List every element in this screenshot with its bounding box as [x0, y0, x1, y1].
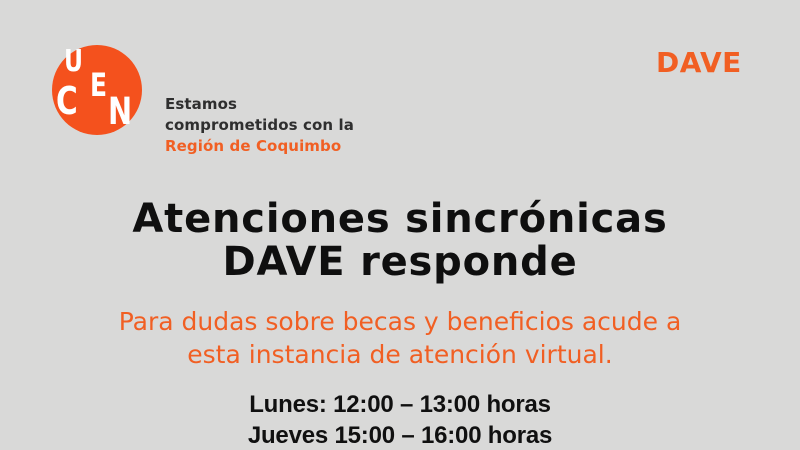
logo-letter-c: C: [56, 79, 78, 123]
page-title: [0, 198, 800, 284]
logo-letter-u: U: [64, 44, 84, 79]
schedule-line-monday: Lunes: 12:00 – 13:00 horas: [249, 391, 551, 418]
tagline-region: Región de Coquimbo: [165, 137, 342, 155]
schedule-line-thursday: Jueves 15:00 – 16:00 horas: [247, 422, 553, 449]
tagline-line-2: comprometidos con la: [165, 116, 354, 134]
logo-letter-e: E: [90, 66, 108, 104]
tagline-line-1: Estamos: [165, 95, 238, 113]
logo-letter-n: N: [108, 90, 133, 133]
page-title-line-2: DAVE responde: [222, 239, 578, 285]
subtitle: [0, 305, 800, 371]
dave-wordmark: DAVE: [656, 46, 742, 79]
subtitle-line-2: esta instancia de atención virtual.: [187, 340, 613, 369]
tagline: [165, 94, 354, 157]
schedule: [0, 389, 800, 450]
ucen-logo-icon: [52, 45, 142, 135]
subtitle-line-1: Para dudas sobre becas y beneficios acude a: [118, 307, 682, 336]
page-title-line-1: Atenciones sincrónicas: [132, 196, 668, 242]
